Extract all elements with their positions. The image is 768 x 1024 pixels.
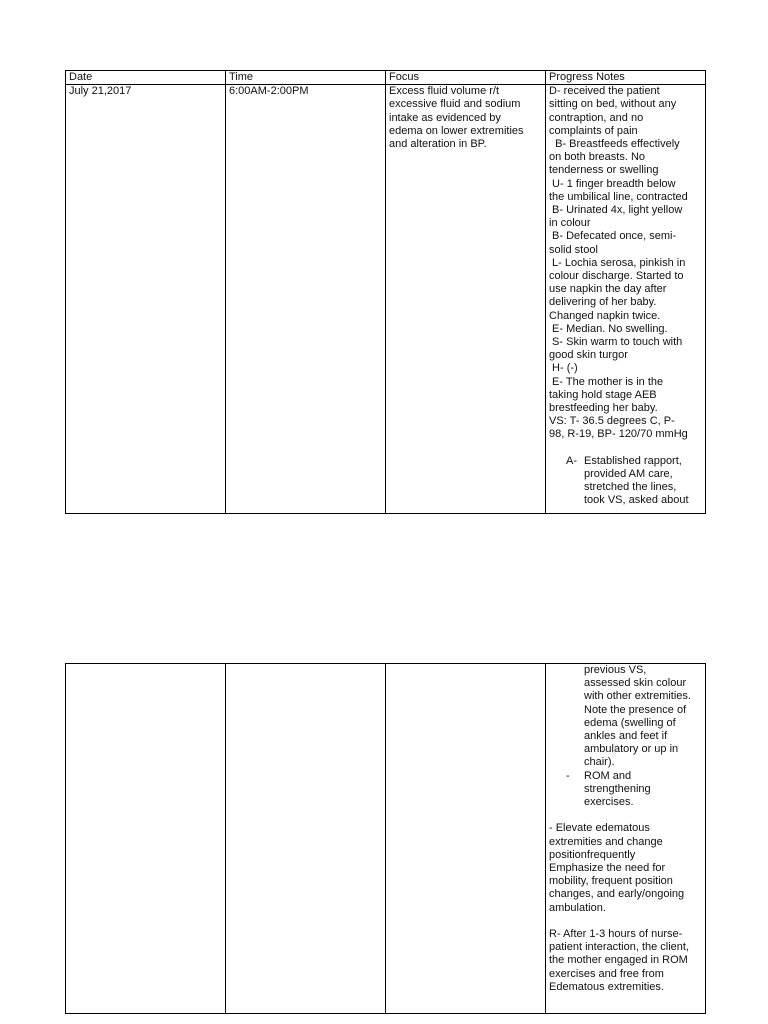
focus-line: Excess fluid volume r/t: [389, 85, 500, 98]
focus-cell: [386, 85, 546, 514]
notes-line: E- The mother is in the: [549, 375, 664, 388]
blank-line: [549, 442, 702, 455]
elevate-line: changes, and early/ongoing: [549, 888, 685, 901]
rom-line: ROM and: [584, 769, 632, 782]
action-line: took VS, asked about: [584, 494, 689, 507]
blank-line: [549, 915, 702, 928]
response-line: Edematous extremities.: [549, 980, 664, 993]
action-line: ambulatory or up in: [584, 743, 679, 756]
response-line: exercises and free from: [549, 967, 664, 980]
notes-line: E- Median. No swelling.: [549, 322, 668, 335]
notes-line: on both breasts. No: [549, 151, 646, 164]
progress-notes-cell: [546, 664, 706, 1014]
response-line: patient interaction, the client,: [549, 941, 690, 954]
blank-line: [549, 809, 702, 822]
action-line: stretched the lines,: [584, 481, 677, 494]
action-line: Established rapport,: [584, 454, 682, 467]
notes-line: tenderness or swelling: [549, 164, 659, 177]
notes-line: S- Skin warm to touch with: [549, 336, 683, 349]
time-cell-empty: [226, 664, 386, 1014]
action-line: ankles and feet if: [584, 730, 668, 743]
date-cell: July 21,2017: [66, 85, 226, 514]
notes-line: U- 1 finger breadth below: [549, 177, 676, 190]
notes-line: solid stool: [549, 243, 598, 256]
notes-line: B- Breastfeeds effectively: [549, 138, 680, 151]
table-row: [66, 664, 706, 1014]
notes-line: L- Lochia serosa, pinkish in: [549, 256, 686, 269]
header-time: Time: [226, 71, 386, 85]
notes-line: H- (-): [549, 362, 578, 375]
response-line: R- After 1-3 hours of nurse-: [549, 928, 683, 941]
notes-line: VS: T- 36.5 degrees C, P-: [549, 415, 675, 428]
action-line: previous VS,: [584, 664, 647, 676]
elevate-line: mobility, frequent position: [549, 875, 673, 888]
header-progress-notes: Progress Notes: [546, 71, 706, 85]
notes-line: B- Urinated 4x, light yellow: [549, 204, 683, 217]
nursing-notes-table-page-1: [65, 70, 706, 514]
nursing-notes-table-page-2: [65, 663, 706, 1014]
action-line: assessed skin colour: [584, 677, 687, 690]
time-cell: 6:00AM-2:00PM: [226, 85, 386, 514]
notes-line: brestfeeding her baby.: [549, 402, 658, 415]
elevate-line: extremities and change: [549, 835, 663, 848]
notes-line: the umbilical line, contracted: [549, 190, 688, 203]
action-line: edema (swelling of: [584, 716, 676, 729]
notes-line: use napkin the day after: [549, 283, 667, 296]
notes-line: Changed napkin twice.: [549, 309, 661, 322]
header-focus: Focus: [386, 71, 546, 85]
focus-line: edema on lower extremities: [389, 124, 524, 137]
action-line: Note the presence of: [584, 703, 687, 716]
progress-notes-cell: [546, 85, 706, 514]
action-line: with other extremities.: [584, 690, 691, 703]
header-row: [66, 71, 706, 85]
notes-line: delivering of her baby.: [549, 296, 657, 309]
action-line: provided AM care,: [584, 468, 673, 481]
notes-line: B- Defecated once, semi-: [549, 230, 677, 243]
notes-line: 98, R-19, BP- 120/70 mmHg: [549, 428, 688, 441]
notes-line: sitting on bed, without any: [549, 98, 677, 111]
rom-marker: -: [566, 769, 570, 782]
notes-line: contraption, and no: [549, 111, 644, 124]
notes-line: good skin turgor: [549, 349, 628, 362]
response-line: the mother engaged in ROM: [549, 954, 688, 967]
elevate-line: Emphasize the need for: [549, 862, 666, 875]
notes-line: in colour: [549, 217, 591, 230]
elevate-line: ambulation.: [549, 901, 606, 914]
elevate-line: - Elevate edematous: [549, 822, 650, 835]
action-item: [549, 455, 702, 468]
focus-line: intake as evidenced by: [389, 111, 501, 124]
table-row: [66, 85, 706, 514]
focus-line: excessive fluid and sodium: [389, 98, 521, 111]
date-cell-empty: [66, 664, 226, 1014]
rom-item: [549, 770, 702, 783]
action-marker: A-: [566, 454, 577, 467]
focus-line: and alteration in BP.: [389, 138, 487, 151]
notes-line: taking hold stage AEB: [549, 388, 657, 401]
rom-line: strengthening: [584, 782, 651, 795]
action-line: chair).: [584, 756, 615, 769]
notes-line: complaints of pain: [549, 124, 638, 137]
elevate-line: positionfrequently: [549, 848, 636, 861]
notes-line: D- received the patient: [549, 85, 660, 98]
header-date: Date: [66, 71, 226, 85]
rom-line: exercises.: [584, 796, 634, 809]
focus-cell-empty: [386, 664, 546, 1014]
notes-line: colour discharge. Started to: [549, 270, 684, 283]
